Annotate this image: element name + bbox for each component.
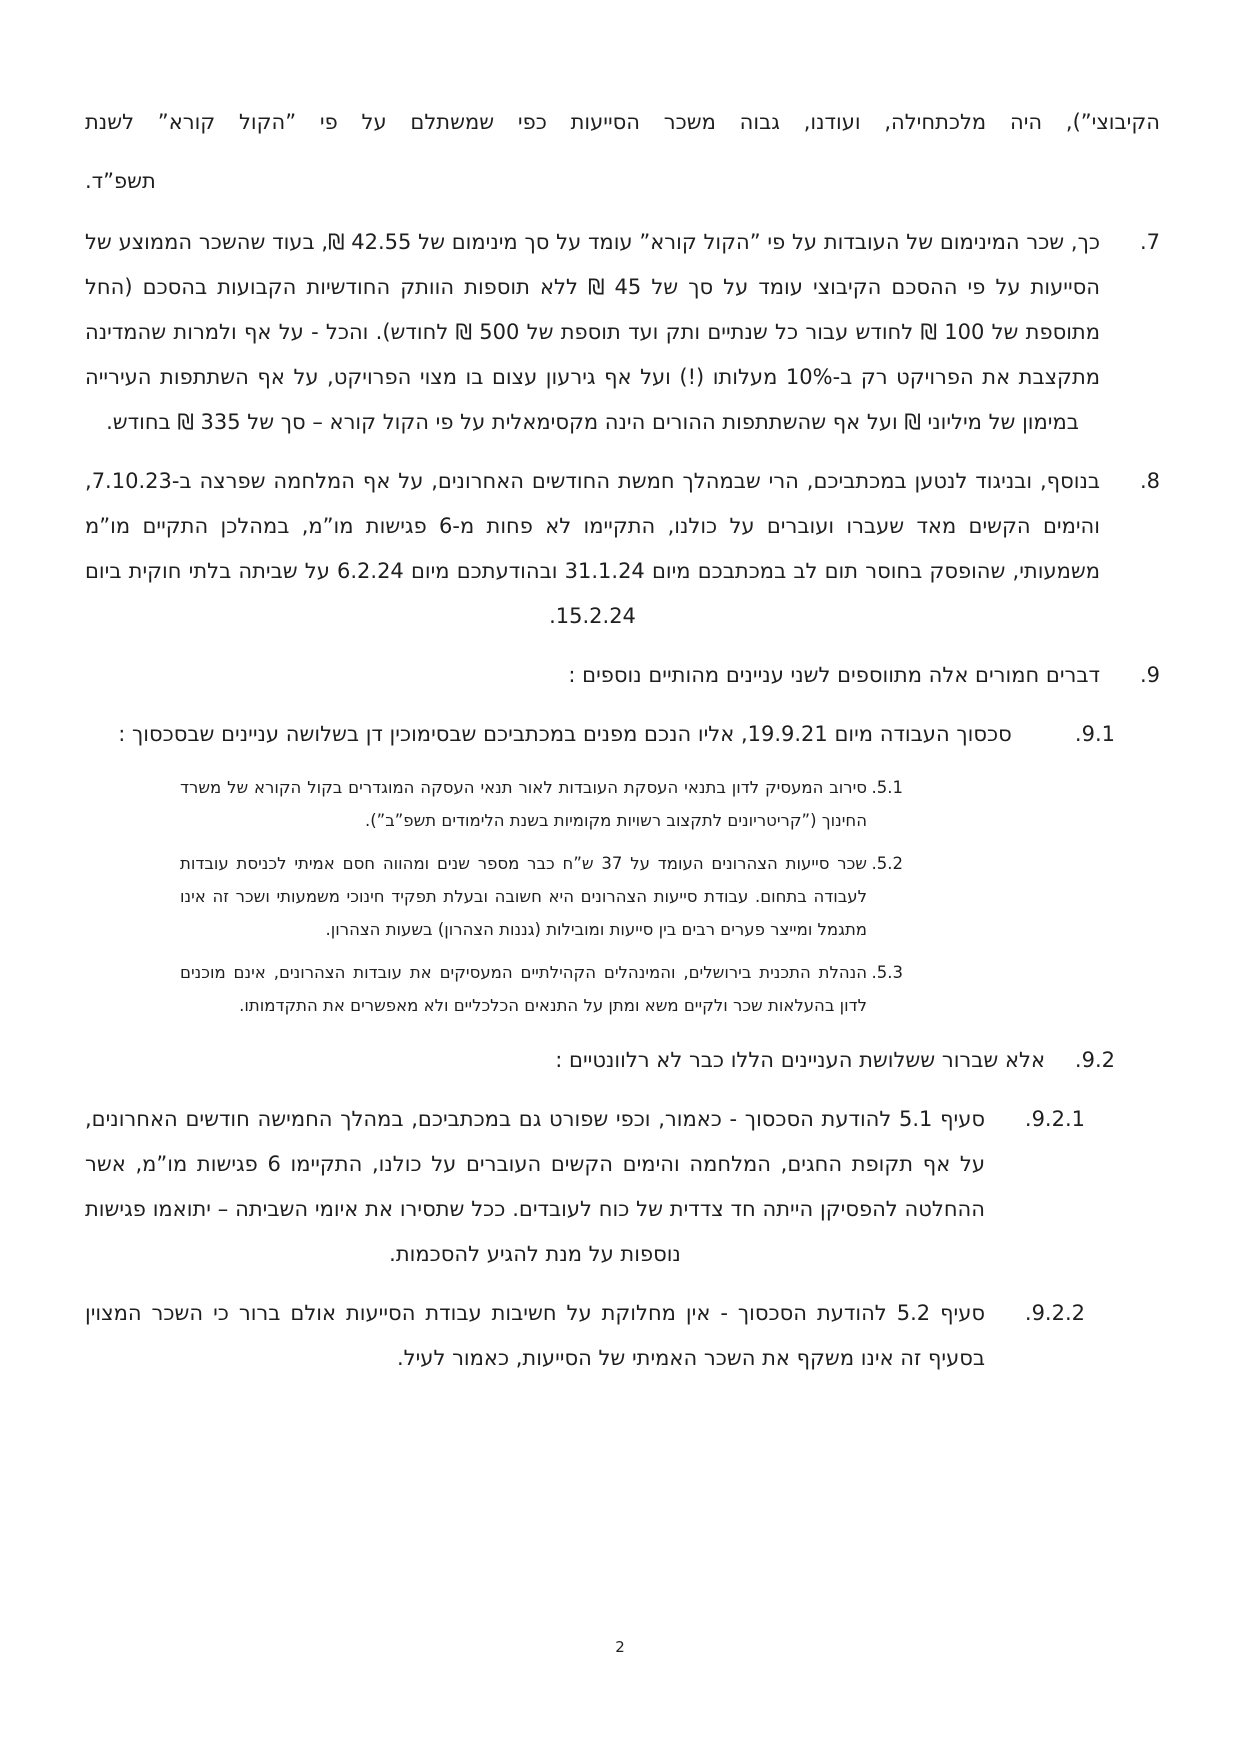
item-5-1-text: סירוב המעסיק לדון בתנאי העסקת העובדות לאור תנאי העסקה המוגדרים בקול הקורא של משרד החינוך (”קריטריונים לתקצוב רשויות מקומיות בשנת הלימודים תשפ”ב”). bbox=[180, 778, 867, 830]
list-item-9-1 bbox=[85, 712, 1115, 757]
list-item-9-2-2 bbox=[85, 1291, 1085, 1381]
item-9-2-2-text: סעיף 5.2 להודעת הסכסוך - אין מחלוקת על חשיבות עבודת הסייעות אולם ברור כי השכר המצוין בסעיף זה אינו משקף את השכר האמיתי של הסייעות, כאמור לעיל. bbox=[85, 1301, 985, 1370]
list-item-9-2-1 bbox=[85, 1097, 1085, 1277]
item-7-number: 7. bbox=[1139, 230, 1160, 254]
list-item-8 bbox=[85, 459, 1160, 639]
item-5-2-number: 5.2. bbox=[871, 854, 903, 873]
item-5-2-text: שכר סייעות הצהרונים העומד על 37 ש”ח כבר מספר שנים ומהווה חסם אמיתי לכניסת עובדות לעבודה בתחום. עבודת סייעות הצהרונים היא חשובה ובעלת תפקיד חינוכי משמעותי ושכר זה אינו מתגמל ומייצר פערים רבים בין סייעות ומובילות (גננות הצהרון) בשעות הצהרון. bbox=[180, 854, 867, 939]
item-9-2-number: 9.2. bbox=[1074, 1048, 1115, 1072]
item-9-text: דברים חמורים אלה מתווספים לשני עניינים מהותיים נוספים : bbox=[568, 663, 1100, 687]
list-item-5-3 bbox=[85, 956, 903, 1022]
item-9-2-text: אלא שברור ששלושת העניינים הללו כבר לא רלוונטיים : bbox=[555, 1048, 1045, 1072]
item-7-text: כך, שכר המינימום של העובדות על פי ”הקול קורא” עומד על סך מינימום של 42.55 ₪, בעוד שהשכר הממוצע של הסייעות על פי ההסכם הקיבוצי עומד על סך של 45 ₪ ללא תוספות הוותק החודשיות הקבועות בהסכם (החל מתוספת של 100 ₪ לחודש עבור כל שנתיים ותק ועד תוספת של 500 ₪ לחודש). והכל - על אף ולמרות שהמדינה מתקצבת את הפרויקט רק ב-10% מעלותו (!) ועל אף גירעון עצום בו מצוי הפרויקט, על אף השתתפות העירייה במימון של מיליוני ₪ ועל אף שהשתתפות ההורים הינה מקסימאלית על פי הקול קורא – סך של 335 ₪ בחודש. bbox=[85, 230, 1101, 434]
item-8-number: 8. bbox=[1139, 469, 1160, 493]
intro-paragraph-line2: תשפ”ד. bbox=[85, 169, 156, 193]
item-9-2-2-number: 9.2.2. bbox=[1024, 1301, 1085, 1325]
list-item-5-2 bbox=[85, 847, 903, 946]
item-9-2-1-text: סעיף 5.1 להודעת הסכסוך - כאמור, וכפי שפורט גם במכתביכם, במהלך החמישה חודשים האחרונים, על אף תקופת החגים, המלחמה והימים הקשים העוברים על כולנו, התקיימו 6 פגישות מו”מ, אשר ההחלטה להפסיקן הייתה חד צדדית של כוח לעובדים. ככל שתסירו את איומי השביתה – יתואמו פגישות נוספות על מנת להגיע להסכמות. bbox=[85, 1107, 986, 1266]
item-9-2-1-number: 9.2.1. bbox=[1024, 1107, 1085, 1131]
list-item-7 bbox=[85, 220, 1160, 445]
item-5-3-text: הנהלת התכנית בירושלים, והמינהלים הקהילתיים המעסיקים את עובדות הצהרונים, אינם מוכנים לדון בהעלאות שכר ולקיים משא ומתן על התנאים הכלכליים ולא מאפשרים את התקדמותו. bbox=[180, 963, 867, 1015]
item-5-3-number: 5.3. bbox=[871, 963, 903, 982]
item-9-number: 9. bbox=[1139, 663, 1160, 687]
intro-paragraph-line1: הקיבוצי”), היה מלכתחילה, ועודנו, גבוה משכר הסייעות כפי שמשתלם על פי ”הקול קורא” לשנת bbox=[85, 110, 1160, 134]
item-9-1-number: 9.1. bbox=[1074, 722, 1115, 746]
item-8-text: בנוסף, ובניגוד לנטען במכתביכם, הרי שבמהלך חמשת החודשים האחרונים, על אף המלחמה שפרצה ב-7.10.23, והימים הקשים מאד שעברו ועוברים על כולנו, התקיימו לא פחות מ-6 פגישות מו”מ, במהלכן התקיים מו”מ משמעותי, שהופסק בחוסר תום לב במכתבכם מיום 31.1.24 ובהודעתכם מיום 6.2.24 על שביתה בלתי חוקית ביום 15.2.24. bbox=[85, 469, 1100, 628]
list-item-9 bbox=[85, 653, 1160, 698]
page-number: 2 bbox=[615, 1638, 625, 1656]
list-item-9-2 bbox=[85, 1038, 1115, 1083]
item-5-1-number: 5.1. bbox=[871, 778, 903, 797]
list-item-5-1 bbox=[85, 771, 903, 837]
item-9-1-text: סכסוך העבודה מיום 19.9.21, אליו הנכם מפנים במכתביכם שבסימוכין דן בשלושה עניינים שבסכסוך : bbox=[118, 722, 1012, 746]
